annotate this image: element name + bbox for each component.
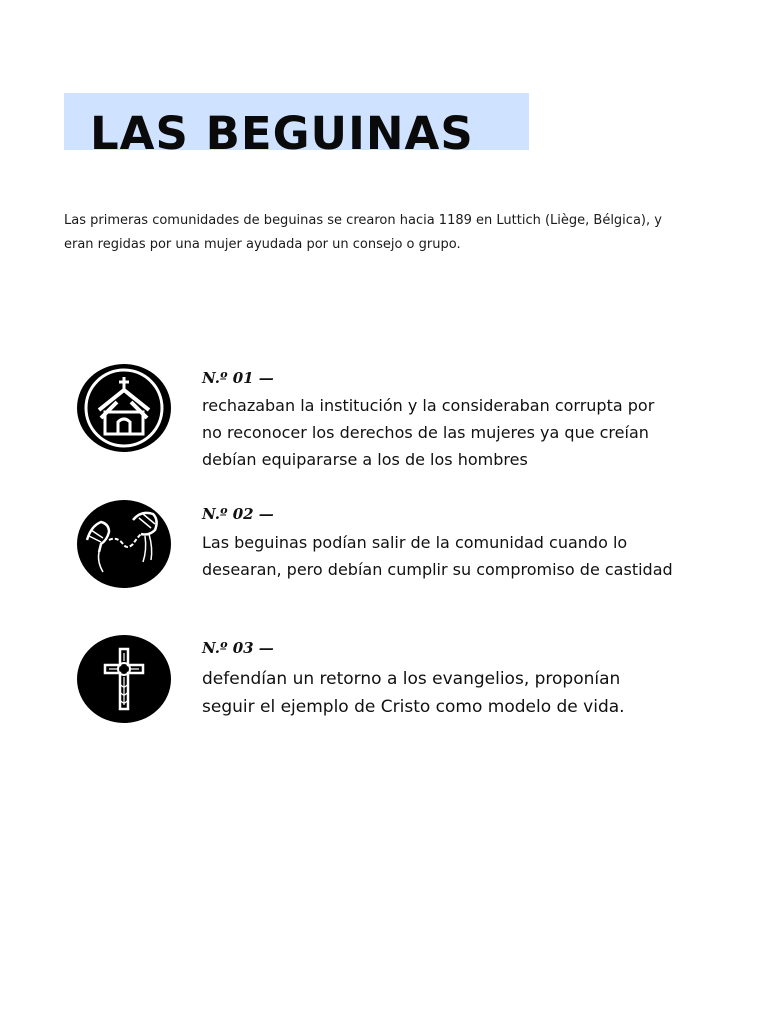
item-description — [202, 529, 722, 583]
intro-line: eran regidas por una mujer ayudada por un consejo o grupo. — [64, 237, 461, 252]
description-line: debían equipararse a los de los hombres — [202, 450, 528, 469]
chained-hands-icon — [77, 500, 171, 588]
intro-paragraph — [64, 209, 732, 257]
description-line: desearan, pero debían cumplir su compromiso de castidad — [202, 560, 673, 579]
description-line: rechazaban la institución y la consideraban corrupta por — [202, 396, 655, 415]
item-description — [202, 392, 722, 473]
item-number: N.º 02 — — [202, 505, 274, 523]
church-house-icon — [77, 364, 171, 452]
ornate-cross-icon — [77, 635, 171, 723]
page-title: LAS BEGUINAS — [90, 107, 474, 160]
description-line: defendían un retorno a los evangelios, proponían — [202, 669, 621, 689]
description-line: Las beguinas podían salir de la comunidad cuando lo — [202, 533, 628, 552]
description-line: seguir el ejemplo de Cristo como modelo de vida. — [202, 697, 625, 717]
intro-line: Las primeras comunidades de beguinas se crearon hacia 1189 en Luttich (Liège, Bélgica), y — [64, 213, 662, 228]
item-description — [202, 665, 722, 721]
item-number: N.º 01 — — [202, 369, 274, 387]
item-number: N.º 03 — — [202, 639, 274, 657]
description-line: no reconocer los derechos de las mujeres ya que creían — [202, 423, 649, 442]
